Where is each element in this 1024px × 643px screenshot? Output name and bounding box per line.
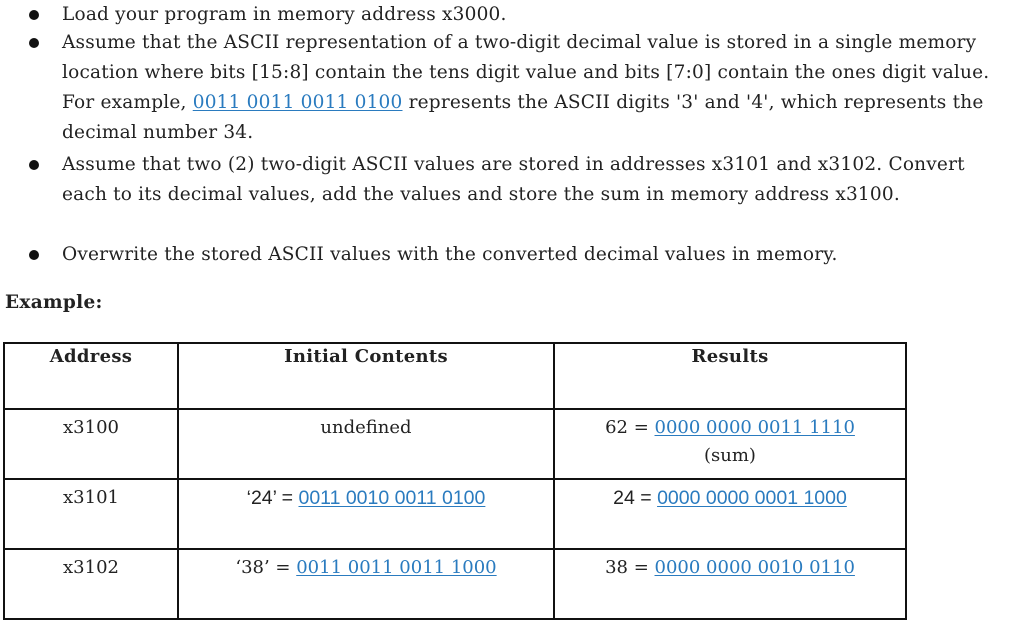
- bullet-text: Assume that the ASCII representation of a two-digit decimal value is stored in a single memory location where bits [15:8] contain the tens digit value and bits [7:0] contain the ones digit value. For example,: [62, 32, 990, 113]
- table-row: [4, 479, 906, 549]
- initial-prefix: ‘38’ =: [235, 557, 297, 578]
- result-prefix: 38 =: [605, 557, 655, 578]
- bullet-text: Load your program in memory address x3000.: [62, 4, 507, 25]
- result-cell: [554, 549, 906, 619]
- result-note: (sum): [704, 445, 756, 466]
- result-binary-link[interactable]: 0000 0000 0010 0110: [654, 557, 855, 578]
- bullet-item: [62, 240, 992, 270]
- initial-cell: [178, 409, 554, 479]
- initial-cell: [178, 549, 554, 619]
- bullet-icon: [29, 250, 39, 260]
- result-binary-link[interactable]: 0000 0000 0001 1000: [657, 487, 847, 509]
- result-cell: [554, 409, 906, 479]
- header-initial-contents: Initial Contents: [178, 343, 554, 409]
- result-binary-link[interactable]: 0000 0000 0011 1110: [654, 417, 855, 438]
- initial-prefix: ‘24’ =: [246, 487, 299, 509]
- header-results: Results: [554, 343, 906, 409]
- bullet-icon: [29, 10, 39, 20]
- example-label: Example:: [5, 292, 103, 313]
- address-cell: x3101: [4, 479, 178, 549]
- result-prefix: 24 =: [613, 487, 658, 509]
- table-header-row: [4, 343, 906, 409]
- table-row: [4, 409, 906, 479]
- initial-binary-link[interactable]: 0011 0010 0011 0100: [298, 487, 486, 509]
- example-table: [3, 342, 907, 620]
- result-prefix: 62 =: [605, 417, 655, 438]
- initial-binary-link[interactable]: 0011 0011 0011 1000: [296, 557, 497, 578]
- initial-text: undefined: [320, 417, 412, 438]
- header-address: Address: [4, 343, 178, 409]
- bullet-text: Overwrite the stored ASCII values with the converted decimal values in memory.: [62, 244, 838, 265]
- bullet-icon: [29, 160, 39, 170]
- bullet-item: [62, 0, 992, 30]
- address-cell: x3102: [4, 549, 178, 619]
- bullet-item: [62, 150, 992, 210]
- bullet-item: [62, 28, 992, 148]
- binary-example-link[interactable]: 0011 0011 0011 0100: [192, 92, 403, 113]
- initial-cell: [178, 479, 554, 549]
- address-cell: x3100: [4, 409, 178, 479]
- bullet-icon: [29, 38, 39, 48]
- bullet-text: represents the ASCII digits '3' and '4', which represents the decimal number 34.: [62, 92, 984, 143]
- bullet-text: Assume that two (2) two-digit ASCII values are stored in addresses x3101 and x3102. Convert each to its decimal values, add the values and store the sum in memory address x3100.: [62, 154, 965, 205]
- table-row: [4, 549, 906, 619]
- result-cell: [554, 479, 906, 549]
